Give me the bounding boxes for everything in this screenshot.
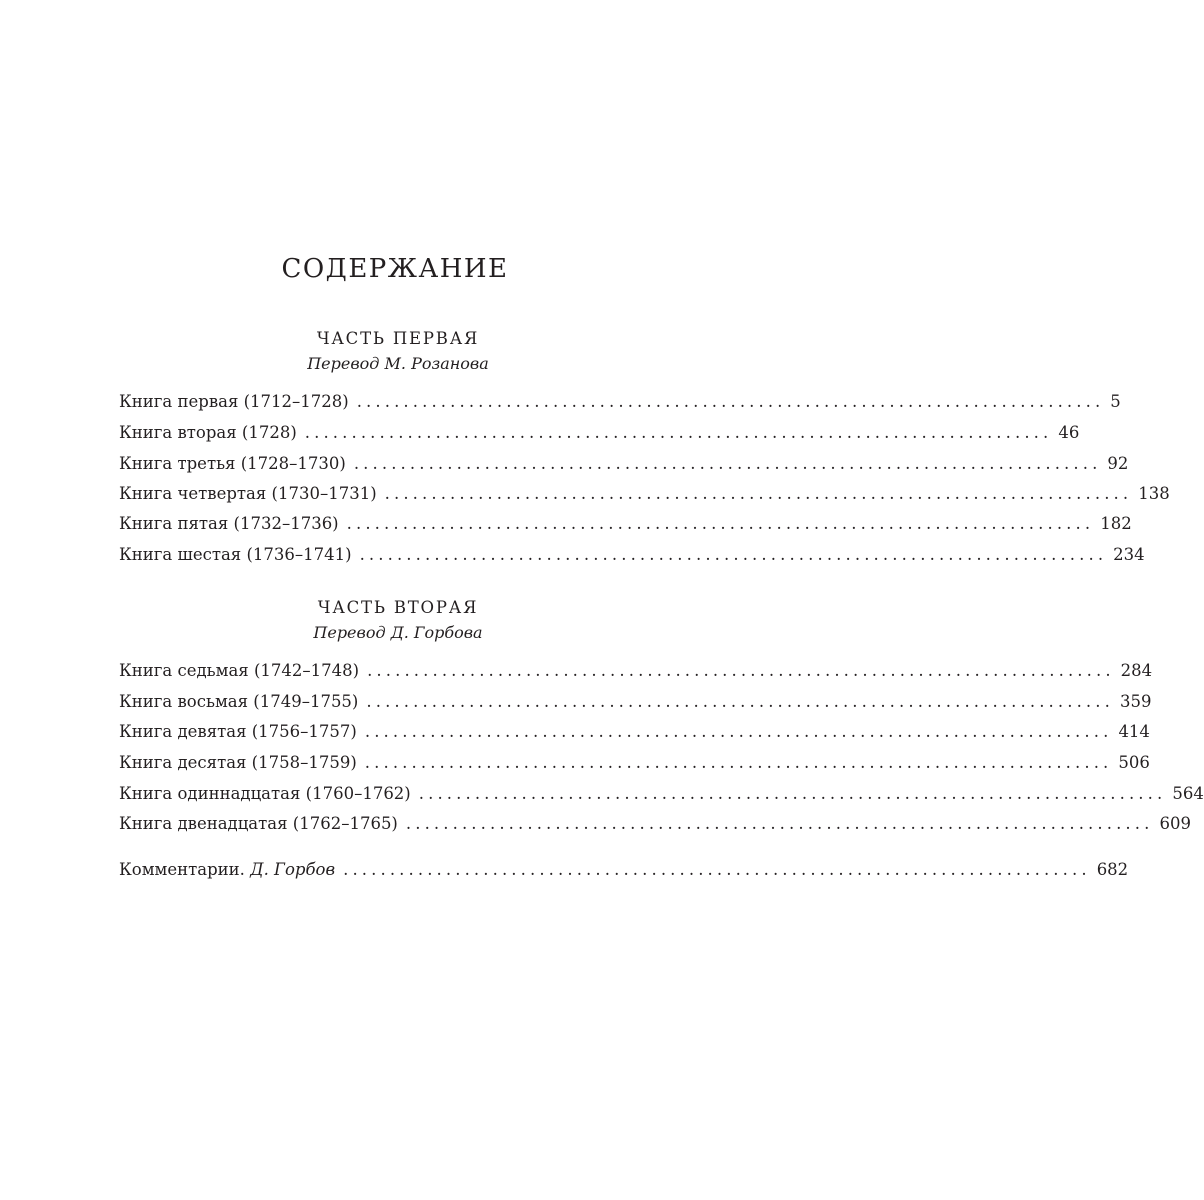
toc-entry-label: Книга четвертая (1730–1731) xyxy=(119,484,377,503)
toc-entry[interactable] xyxy=(119,658,1153,684)
toc-entry[interactable] xyxy=(119,811,1191,837)
toc-entry[interactable] xyxy=(119,389,1121,415)
toc-entry-label xyxy=(119,857,335,883)
toc-entry-label: Книга шестая (1736–1741) xyxy=(119,545,352,564)
toc-leader-dots: ................................................................................ xyxy=(364,753,1113,772)
part-2-heading: ЧАСТЬ ВТОРАЯ xyxy=(317,598,479,617)
toc-leader-dots: ................................................................................ xyxy=(384,484,1133,503)
toc-leader-dots: ................................................................................ xyxy=(346,514,1095,533)
toc-entry-label: Книга вторая (1728) xyxy=(119,423,297,442)
toc-entry-page: 682 xyxy=(1096,860,1129,879)
toc-leader-dots: ................................................................................ xyxy=(405,814,1154,833)
toc-leader-dots: ................................................................................ xyxy=(353,454,1102,473)
toc-entry[interactable] xyxy=(119,511,1132,537)
commentary-label: Комментарии. xyxy=(119,860,245,879)
part-1-heading: ЧАСТЬ ПЕРВАЯ xyxy=(316,329,480,348)
toc-entry-label: Книга двенадцатая (1762–1765) xyxy=(119,814,398,833)
toc-entry[interactable] xyxy=(119,689,1152,715)
toc-entry[interactable] xyxy=(119,719,1150,745)
toc-entry-page: 359 xyxy=(1119,692,1152,711)
toc-entry-page: 92 xyxy=(1107,454,1129,473)
toc-leader-dots: ................................................................................ xyxy=(356,392,1105,411)
part-1-translator: Перевод М. Розанова xyxy=(307,354,489,373)
toc-entry-label: Книга третья (1728–1730) xyxy=(119,454,346,473)
toc-entry-label: Книга первая (1712–1728) xyxy=(119,392,349,411)
toc-entry-label: Книга одиннадцатая (1760–1762) xyxy=(119,784,411,803)
toc-entry-page: 564 xyxy=(1172,784,1204,803)
toc-entry-page: 46 xyxy=(1058,423,1080,442)
toc-entry-page: 138 xyxy=(1138,484,1170,503)
toc-entry-page: 506 xyxy=(1118,753,1150,772)
toc-entry-page: 234 xyxy=(1113,545,1145,564)
toc-entry[interactable] xyxy=(119,420,1080,446)
toc-entry-page: 414 xyxy=(1118,722,1150,741)
toc-entry[interactable] xyxy=(119,750,1150,776)
toc-entry-commentary[interactable] xyxy=(119,857,1129,883)
toc-leader-dots: ................................................................................ xyxy=(343,860,1091,879)
toc-entry-label: Книга десятая (1758–1759) xyxy=(119,753,357,772)
toc-entry-label: Книга пятая (1732–1736) xyxy=(119,514,339,533)
commentary-author: Д. Горбов xyxy=(250,860,336,879)
toc-leader-dots: ................................................................................ xyxy=(359,545,1108,564)
toc-entry-label: Книга восьмая (1749–1755) xyxy=(119,692,359,711)
toc-entry[interactable] xyxy=(119,481,1170,507)
toc-entry-page: 5 xyxy=(1110,392,1121,411)
toc-leader-dots: ................................................................................ xyxy=(366,692,1114,711)
toc-leader-dots: ................................................................................ xyxy=(364,722,1113,741)
toc-entry[interactable] xyxy=(119,781,1204,807)
toc-entry-page: 609 xyxy=(1159,814,1191,833)
toc-leader-dots: ................................................................................ xyxy=(418,784,1167,803)
toc-entry[interactable] xyxy=(119,451,1129,477)
toc-entry-label: Книга седьмая (1742–1748) xyxy=(119,661,360,680)
toc-leader-dots: ................................................................................ xyxy=(367,661,1115,680)
toc-entry-label: Книга девятая (1756–1757) xyxy=(119,722,357,741)
part-2-translator: Перевод Д. Горбова xyxy=(313,623,483,642)
toc-leader-dots: ................................................................................ xyxy=(304,423,1053,442)
toc-entry-page: 182 xyxy=(1100,514,1132,533)
toc-entry-page: 284 xyxy=(1120,661,1153,680)
page-title: СОДЕРЖАНИЕ xyxy=(281,254,509,284)
toc-entry[interactable] xyxy=(119,542,1145,568)
